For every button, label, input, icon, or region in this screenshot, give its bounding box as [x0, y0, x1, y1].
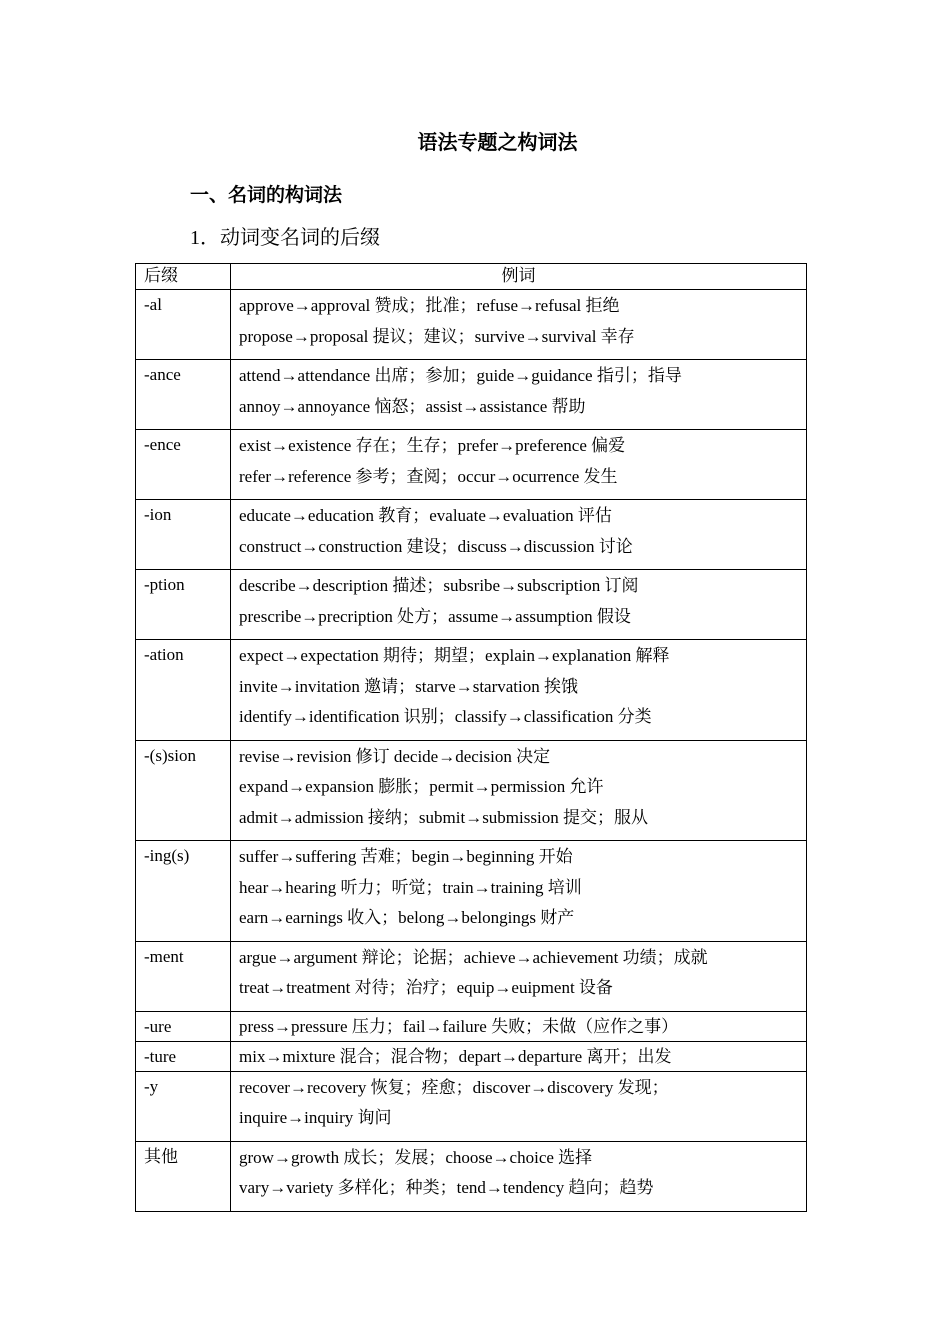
- example-cell: [231, 941, 807, 1011]
- suffix-table: [135, 263, 807, 1212]
- example-line: suffer→suffering 苦难；begin→beginning 开始: [239, 847, 573, 866]
- header-examples: 例词: [231, 264, 807, 290]
- example-line: construct→construction 建设；discuss→discussion 讨论: [239, 536, 633, 556]
- table-row: [136, 290, 807, 360]
- example-line: inquire→inquiry 询问: [239, 1108, 392, 1127]
- sub-heading: 1．动词变名词的后缀: [190, 227, 380, 249]
- suffix-cell: -ption: [136, 570, 231, 640]
- example-line: expect→expectation 期待；期望；explain→explanation 解释: [239, 646, 670, 665]
- suffix-cell: -al: [136, 290, 231, 360]
- section-heading: 一、名词的构词法: [190, 184, 343, 206]
- suffix-cell: -(s)sion: [136, 740, 231, 841]
- example-line: press→pressure 压力；fail→failure 失败；未做（应作之事）: [239, 1016, 679, 1036]
- table-row: [136, 1141, 807, 1211]
- example-cell: [231, 570, 807, 640]
- example-cell: [231, 430, 807, 500]
- table-body: [136, 290, 807, 1212]
- table-row: [136, 1071, 807, 1141]
- suffix-cell: -ion: [136, 500, 231, 570]
- example-line: revise→revision 修订 decide→decision 决定: [239, 746, 551, 766]
- example-cell: [231, 1071, 807, 1141]
- suffix-cell: -ation: [136, 640, 231, 741]
- example-line: describe→description 描述；subsribe→subscription 订阅: [239, 576, 639, 595]
- page-title: 语法专题之构词法: [417, 130, 578, 154]
- example-line: vary→variety 多样化；种类；tend→tendency 趋向；趋势: [239, 1178, 654, 1197]
- example-line: identify→identification 识别；classify→classification 分类: [239, 707, 652, 726]
- example-cell: [231, 1141, 807, 1211]
- example-line: treat→treatment 对待；治疗；equip→euipment 设备: [239, 978, 613, 997]
- header-suffix: 后缀: [136, 264, 231, 290]
- table-header-row: [136, 264, 807, 290]
- table-row: [136, 1011, 807, 1041]
- table-row: [136, 360, 807, 430]
- table-row: [136, 841, 807, 942]
- example-line: mix→mixture 混合；混合物；depart→departure 离开；出发: [239, 1046, 672, 1066]
- example-line: admit→admission 接纳；submit→submission 提交；服从: [239, 807, 648, 827]
- example-cell: [231, 740, 807, 841]
- suffix-cell: -ure: [136, 1011, 231, 1041]
- example-cell: [231, 1011, 807, 1041]
- example-cell: [231, 500, 807, 570]
- table-row: [136, 640, 807, 741]
- example-line: argue→argument 辩论；论据；achieve→achievement 功绩；成就: [239, 947, 708, 967]
- example-line: invite→invitation 邀请；starve→starvation 挨饿: [239, 676, 579, 696]
- example-line: prescribe→precription 处方；assume→assumption 假设: [239, 606, 631, 626]
- suffix-cell: 其他: [136, 1141, 231, 1211]
- suffix-cell: -ment: [136, 941, 231, 1011]
- suffix-cell: -ence: [136, 430, 231, 500]
- table-row: [136, 1041, 807, 1071]
- example-line: expand→expansion 膨胀；permit→permission 允许: [239, 777, 604, 796]
- example-cell: [231, 1041, 807, 1071]
- table-row: [136, 430, 807, 500]
- example-line: approve→approval 赞成；批准；refuse→refusal 拒绝: [239, 296, 620, 315]
- example-line: grow→growth 成长；发展；choose→choice 选择: [239, 1147, 593, 1167]
- example-cell: [231, 290, 807, 360]
- example-line: earn→earnings 收入；belong→belongings 财产: [239, 908, 575, 927]
- example-line: attend→attendance 出席；参加；guide→guidance 指引；指导: [239, 366, 682, 385]
- example-line: exist→existence 存在；生存；prefer→preference 偏爱: [239, 436, 626, 455]
- example-cell: [231, 360, 807, 430]
- example-line: refer→reference 参考；查阅；occur→ocurrence 发生: [239, 466, 618, 486]
- example-line: recover→recovery 恢复；痊愈；discover→discovery 发现；: [239, 1077, 669, 1097]
- suffix-cell: -y: [136, 1071, 231, 1141]
- table-row: [136, 740, 807, 841]
- example-cell: [231, 640, 807, 741]
- suffix-cell: -ture: [136, 1041, 231, 1071]
- example-line: educate→education 教育；evaluate→evaluation 评估: [239, 506, 612, 525]
- example-line: annoy→annoyance 恼怒；assist→assistance 帮助: [239, 396, 586, 416]
- suffix-cell: -ance: [136, 360, 231, 430]
- table-row: [136, 941, 807, 1011]
- example-line: propose→proposal 提议；建议；survive→survival 幸存: [239, 326, 635, 346]
- table-row: [136, 570, 807, 640]
- table-row: [136, 500, 807, 570]
- suffix-cell: -ing(s): [136, 841, 231, 942]
- example-cell: [231, 841, 807, 942]
- example-line: hear→hearing 听力；听觉；train→training 培训: [239, 877, 582, 897]
